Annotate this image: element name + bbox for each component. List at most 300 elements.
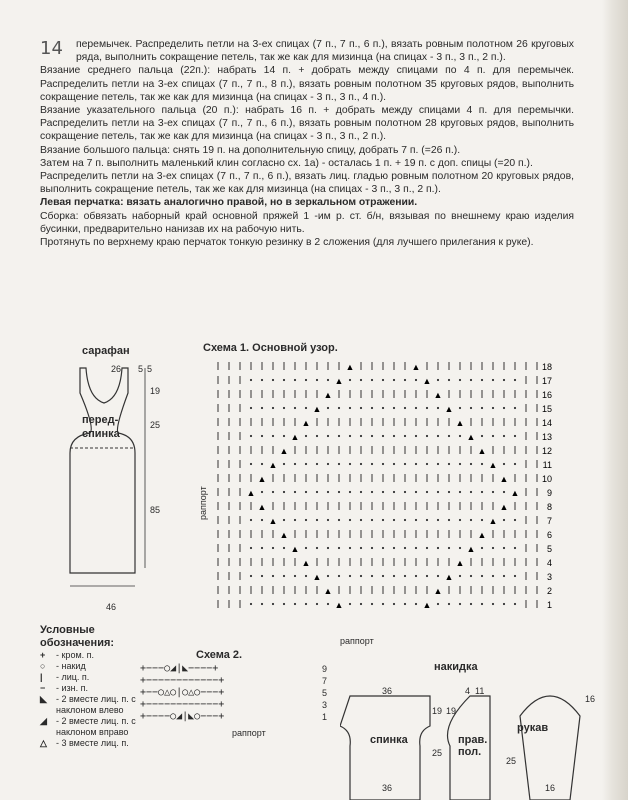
stitch-dot (393, 519, 395, 521)
decrease-mark: ▲ (312, 404, 322, 414)
k2tog-right-icon: ◢ (40, 716, 47, 726)
stitch-dot (327, 547, 329, 549)
stitch-dot (305, 547, 307, 549)
stitch-dot (459, 407, 461, 409)
stitch-dot (448, 435, 450, 437)
stitch-dot (360, 603, 362, 605)
stitch-dot (294, 519, 296, 521)
stitch-dot (316, 463, 318, 465)
decrease-mark: ▲ (433, 390, 443, 400)
paragraph: Вязание среднего пальца (22п.): набрать 14 п. + добрать между спицами по 4 п. для перемычек. Распределить петли на 3-ех спицах (7 п., 7 п., 8 п.), вязать ровным полотном 35 круговых рядов, выполнить сокращение петель, так же как для мизинца (на спицах - 3 п., 3 п., 4 п.). (40, 65, 574, 103)
stitch-dot (316, 519, 318, 521)
row-number: 7 (546, 516, 552, 526)
scheme1-rapport-horizontal: раппорт (340, 636, 374, 646)
stitch-dot (470, 519, 472, 521)
stitch-dot (470, 603, 472, 605)
stitch-dot (371, 463, 373, 465)
stitch-dot (360, 575, 362, 577)
stitch-dot (261, 547, 263, 549)
stitch-dot (503, 407, 505, 409)
stitch-dot (327, 519, 329, 521)
decrease-mark: ▲ (345, 362, 355, 372)
legend-item: ○ - накид (40, 661, 86, 671)
paragraph: Вязание указательного пальца (20 п.): набрать 16 п. + добрать между спицами 4 п. для перемычки. Распределить петли на 3-ех спицах (7 п., 7 п., 6 п.), вязать ровным полотном 28 круговых рядов, выполнить сокращение петель, так же как для мизинца (на спицах - 3 п., 3 п., 2 п.). (40, 105, 574, 143)
cape-sleeve-label: рукав (517, 722, 549, 734)
stitch-dot (283, 463, 285, 465)
stitch-dot (305, 603, 307, 605)
decrease-mark: ▲ (477, 446, 487, 456)
stitch-dot (470, 575, 472, 577)
stitch-dot (514, 463, 516, 465)
stitch-dot (404, 491, 406, 493)
cape-dim: 16 (545, 783, 556, 793)
stitch-dot (382, 575, 384, 577)
stitch-dot (459, 547, 461, 549)
stitch-dot (459, 491, 461, 493)
stitch-dot (272, 491, 274, 493)
stitch-dot (404, 463, 406, 465)
cape-title: накидка (434, 661, 478, 673)
purl-stitch-icon: − (40, 683, 46, 693)
row-number: 11 (542, 460, 552, 470)
stitch-dot (415, 491, 417, 493)
stitch-dot (250, 603, 252, 605)
stitch-dot (415, 575, 417, 577)
dress-dim: 5 (147, 364, 153, 374)
stitch-dot (437, 491, 439, 493)
stitch-dot (316, 491, 318, 493)
legend-item: ◣ - 2 вместе лиц. п. с наклоном влево (40, 694, 136, 715)
stitch-dot (503, 463, 505, 465)
dress-title: сарафан (82, 345, 130, 357)
stitch-dot (371, 379, 373, 381)
decrease-mark: ▲ (268, 516, 278, 526)
row-number: 6 (546, 530, 552, 540)
stitch-dot (437, 575, 439, 577)
stitch-dot (382, 379, 384, 381)
stitch-dot (415, 463, 417, 465)
row-number: 17 (541, 376, 552, 386)
stitch-dot (437, 379, 439, 381)
stitch-dot (349, 379, 351, 381)
stitch-dot (261, 575, 263, 577)
stitch-dot (393, 603, 395, 605)
scheme1-chart (214, 358, 554, 628)
stitch-dot (492, 379, 494, 381)
stitch-dot (503, 379, 505, 381)
stitch-dot (426, 435, 428, 437)
dress-dim: 5 (138, 364, 144, 374)
stitch-dot (448, 519, 450, 521)
row-number: 10 (541, 474, 552, 484)
scheme2-title: Схема 2. (196, 649, 243, 661)
stitch-dot (481, 575, 483, 577)
row-number: 18 (541, 362, 552, 372)
cape-dim: 11 (475, 686, 485, 696)
stitch-dot (382, 491, 384, 493)
stitch-dot (503, 519, 505, 521)
stitch-dot (316, 603, 318, 605)
scheme2-chart: +−−−○◢|◣−−−−+ +−−−−−−−−−−−−+ +−−○△○|○△○−−−+ +−−−−−−−−−−−−+ +−−−−○◢|◣○−−−+ (140, 663, 225, 722)
stitch-dot (415, 547, 417, 549)
stitch-dot (294, 463, 296, 465)
dress-dim: 46 (106, 602, 117, 612)
stitch-dot (305, 463, 307, 465)
instructions-text (40, 38, 574, 249)
row-number: 14 (541, 418, 552, 428)
stitch-dot (514, 407, 516, 409)
stitch-dot (338, 547, 340, 549)
stitch-dot (338, 407, 340, 409)
dress-schematic (40, 358, 170, 616)
stitch-dot (437, 603, 439, 605)
stitch-dot (393, 435, 395, 437)
stitch-dot (316, 379, 318, 381)
decrease-mark: ▲ (510, 488, 520, 498)
paragraph: перемычек. Распределить петли на 3-ех спицах (7 п., 7 п., 6 п.), вязать ровным полотном 26 круговых ряда, выполнить сокращение петель, так же как для мизинца (на спицах - 3 п., 3 п., 2 п.). (76, 39, 574, 64)
stitch-dot (250, 575, 252, 577)
stitch-dot (349, 575, 351, 577)
decrease-mark: ▲ (488, 460, 498, 470)
stitch-dot (503, 603, 505, 605)
stitch-dot (305, 575, 307, 577)
paragraph: Распределить петли на 3-ех спицах (7 п., 7 п., 6 п.), вязать лиц. гладью ровным полотном 20 круговых рядов, выполнить сокращение петель, так же как для мизинца (на спицах - 3 п., 3 п., 2 п.). (40, 171, 574, 196)
stitch-dot (437, 435, 439, 437)
stitch-dot (261, 407, 263, 409)
stitch-dot (415, 519, 417, 521)
stitch-dot (250, 519, 252, 521)
stitch-dot (250, 547, 252, 549)
stitch-dot (371, 547, 373, 549)
stitch-dot (338, 463, 340, 465)
row-number: 2 (546, 586, 552, 596)
selvage-stitch-icon: + (40, 650, 46, 660)
stitch-dot (382, 603, 384, 605)
stitch-dot (448, 463, 450, 465)
stitch-dot (371, 491, 373, 493)
cape-dim: 25 (506, 756, 517, 766)
stitch-dot (459, 575, 461, 577)
stitch-dot (371, 603, 373, 605)
page-number: 14 (40, 38, 63, 59)
stitch-dot (327, 435, 329, 437)
stitch-dot (404, 519, 406, 521)
stitch-dot (481, 407, 483, 409)
cape-dim: 4 (465, 686, 471, 696)
page-spine-shadow (602, 0, 628, 800)
row-number: 13 (541, 432, 552, 442)
stitch-dot (459, 379, 461, 381)
decrease-mark: ▲ (257, 474, 267, 484)
decrease-mark: ▲ (499, 474, 509, 484)
decrease-mark: ▲ (466, 432, 476, 442)
stitch-dot (338, 575, 340, 577)
stitch-dot (514, 547, 516, 549)
row-number: 3 (546, 572, 552, 582)
stitch-dot (514, 519, 516, 521)
stitch-dot (294, 603, 296, 605)
stitch-dot (349, 463, 351, 465)
stitch-dot (283, 575, 285, 577)
stitch-dot (448, 379, 450, 381)
stitch-dot (305, 519, 307, 521)
stitch-dot (481, 491, 483, 493)
dress-dim: 26 (111, 364, 122, 374)
row-number: 4 (546, 558, 552, 568)
stitch-dot (514, 575, 516, 577)
decrease-mark: ▲ (301, 418, 311, 428)
stitch-dot (470, 491, 472, 493)
stitch-dot (481, 547, 483, 549)
cape-dim: 36 (382, 686, 393, 696)
cape-back-label: спинка (370, 734, 408, 746)
stitch-dot (437, 407, 439, 409)
stitch-dot (283, 519, 285, 521)
stitch-dot (448, 603, 450, 605)
stitch-dot (305, 435, 307, 437)
cape-dim: 16 (585, 694, 596, 704)
stitch-dot (404, 379, 406, 381)
stitch-dot (327, 575, 329, 577)
stitch-dot (437, 519, 439, 521)
stitch-dot (316, 435, 318, 437)
stitch-dot (360, 547, 362, 549)
stitch-dot (250, 407, 252, 409)
stitch-dot (415, 407, 417, 409)
stitch-dot (272, 407, 274, 409)
stitch-dot (470, 379, 472, 381)
decrease-mark: ▲ (268, 460, 278, 470)
stitch-dot (261, 379, 263, 381)
stitch-dot (393, 575, 395, 577)
stitch-dot (371, 575, 373, 577)
decrease-mark: ▲ (290, 544, 300, 554)
stitch-dot (360, 463, 362, 465)
decrease-mark: ▲ (323, 390, 333, 400)
stitch-dot (426, 463, 428, 465)
stitch-dot (294, 491, 296, 493)
stitch-dot (327, 379, 329, 381)
stitch-dot (481, 463, 483, 465)
stitch-dot (437, 463, 439, 465)
decrease-mark: ▲ (455, 558, 465, 568)
stitch-dot (426, 519, 428, 521)
dress-dim: 19 (150, 386, 161, 396)
decrease-mark: ▲ (433, 586, 443, 596)
yarn-over-icon: ○ (40, 661, 46, 671)
stitch-dot (393, 407, 395, 409)
stitch-dot (382, 435, 384, 437)
legend-title: Условные обозначения: (40, 624, 115, 649)
paragraph: Левая перчатка: вязать аналогично правой, но в зеркальном отражении. (40, 197, 418, 209)
stitch-dot (294, 407, 296, 409)
cape-dim: 19 (432, 706, 443, 716)
stitch-dot (481, 603, 483, 605)
scheme1-rapport-vertical: раппорт (198, 486, 208, 520)
stitch-dot (426, 547, 428, 549)
stitch-dot (272, 379, 274, 381)
legend-item: | - лиц. п. (40, 672, 90, 682)
stitch-dot (360, 407, 362, 409)
decrease-mark: ▲ (499, 502, 509, 512)
stitch-dot (459, 435, 461, 437)
stitch-dot (426, 407, 428, 409)
stitch-dot (327, 603, 329, 605)
decrease-mark: ▲ (246, 488, 256, 498)
decrease-mark: ▲ (323, 586, 333, 596)
stitch-dot (382, 463, 384, 465)
stitch-dot (371, 407, 373, 409)
stitch-dot (481, 435, 483, 437)
row-number: 5 (546, 544, 552, 554)
decrease-mark: ▲ (279, 530, 289, 540)
stitch-dot (327, 491, 329, 493)
decrease-mark: ▲ (257, 502, 267, 512)
stitch-dot (349, 407, 351, 409)
stitch-dot (404, 407, 406, 409)
stitch-dot (382, 407, 384, 409)
stitch-dot (360, 519, 362, 521)
decrease-mark: ▲ (301, 558, 311, 568)
stitch-dot (349, 519, 351, 521)
stitch-dot (250, 435, 252, 437)
paragraph: Вязание большого пальца: снять 19 п. на дополнительную спицу, добрать 7 п. (=26 п.). (40, 144, 461, 156)
stitch-dot (393, 379, 395, 381)
stitch-dot (316, 547, 318, 549)
row-number: 12 (541, 446, 552, 456)
cape-dim: 19 (446, 706, 457, 716)
stitch-dot (283, 435, 285, 437)
stitch-dot (272, 603, 274, 605)
stitch-dot (503, 575, 505, 577)
stitch-dot (349, 435, 351, 437)
stitch-dot (404, 435, 406, 437)
stitch-dot (514, 603, 516, 605)
paragraph: Сборка: обвязать наборный край основной пряжей 1 -им р. ст. б/н, вязывая по внешнему краю изделия бусинки, предварительно нанизав их на рабочую нить. (40, 210, 574, 235)
legend-item: ◢ - 2 вместе лиц. п. с наклоном вправо (40, 716, 136, 737)
stitch-dot (360, 491, 362, 493)
stitch-dot (261, 519, 263, 521)
row-number: 16 (541, 390, 552, 400)
stitch-dot (382, 547, 384, 549)
scheme2-rapport: раппорт (232, 728, 266, 738)
stitch-dot (459, 603, 461, 605)
stitch-dot (360, 435, 362, 437)
decrease-mark: ▲ (312, 572, 322, 582)
stitch-dot (250, 463, 252, 465)
stitch-dot (492, 407, 494, 409)
decrease-mark: ▲ (444, 572, 454, 582)
stitch-dot (272, 547, 274, 549)
stitch-dot (305, 379, 307, 381)
stitch-dot (470, 407, 472, 409)
dress-front-back-label: перед-спинка (82, 414, 120, 440)
stitch-dot (459, 519, 461, 521)
stitch-dot (349, 603, 351, 605)
knit-stitch-icon: | (40, 672, 43, 682)
stitch-dot (492, 603, 494, 605)
stitch-dot (481, 379, 483, 381)
decrease-mark: ▲ (466, 544, 476, 554)
stitch-dot (514, 379, 516, 381)
stitch-dot (426, 491, 428, 493)
decrease-mark: ▲ (334, 376, 344, 386)
scheme1-title: Схема 1. Основной узор. (203, 342, 338, 354)
decrease-mark: ▲ (279, 446, 289, 456)
stitch-dot (283, 547, 285, 549)
scheme2-row-numbers: 9 7 5 3 1 (322, 664, 328, 722)
stitch-dot (404, 575, 406, 577)
stitch-dot (492, 547, 494, 549)
decrease-mark: ▲ (455, 418, 465, 428)
stitch-dot (305, 407, 307, 409)
legend-item: + - кром. п. (40, 650, 95, 660)
decrease-mark: ▲ (411, 362, 421, 372)
cape-front-label: прав. пол. (458, 734, 488, 758)
stitch-dot (481, 519, 483, 521)
stitch-dot (272, 575, 274, 577)
stitch-dot (393, 463, 395, 465)
cape-dim: 25 (432, 748, 443, 758)
stitch-dot (371, 519, 373, 521)
stitch-dot (294, 379, 296, 381)
row-number: 15 (541, 404, 552, 414)
dress-dim: 25 (150, 420, 161, 430)
stitch-dot (492, 435, 494, 437)
stitch-dot (283, 407, 285, 409)
stitch-dot (448, 547, 450, 549)
stitch-dot (437, 547, 439, 549)
stitch-dot (283, 379, 285, 381)
decrease-mark: ▲ (290, 432, 300, 442)
row-number: 9 (546, 488, 552, 498)
stitch-dot (492, 575, 494, 577)
stitch-dot (327, 463, 329, 465)
stitch-dot (261, 603, 263, 605)
stitch-dot (371, 435, 373, 437)
stitch-dot (448, 491, 450, 493)
legend-item: − - изн. п. (40, 683, 88, 693)
stitch-dot (393, 547, 395, 549)
stitch-dot (338, 435, 340, 437)
stitch-dot (503, 547, 505, 549)
stitch-dot (349, 547, 351, 549)
stitch-dot (393, 491, 395, 493)
stitch-dot (283, 603, 285, 605)
row-number: 1 (546, 600, 552, 610)
stitch-dot (503, 435, 505, 437)
stitch-dot (382, 519, 384, 521)
stitch-dot (283, 491, 285, 493)
decrease-mark: ▲ (488, 516, 498, 526)
stitch-dot (470, 463, 472, 465)
row-number: 8 (546, 502, 552, 512)
decrease-mark: ▲ (422, 376, 432, 386)
stitch-dot (503, 491, 505, 493)
stitch-dot (261, 491, 263, 493)
stitch-dot (261, 435, 263, 437)
paragraph: Протянуть по верхнему краю перчаток тонкую резинку в 2 сложения (для лучшего прилегания к руке). (40, 237, 534, 249)
stitch-dot (338, 491, 340, 493)
stitch-dot (349, 491, 351, 493)
decrease-mark: ▲ (444, 404, 454, 414)
stitch-dot (294, 575, 296, 577)
stitch-dot (250, 379, 252, 381)
stitch-dot (415, 379, 417, 381)
stitch-dot (338, 519, 340, 521)
stitch-dot (404, 547, 406, 549)
stitch-dot (415, 603, 417, 605)
